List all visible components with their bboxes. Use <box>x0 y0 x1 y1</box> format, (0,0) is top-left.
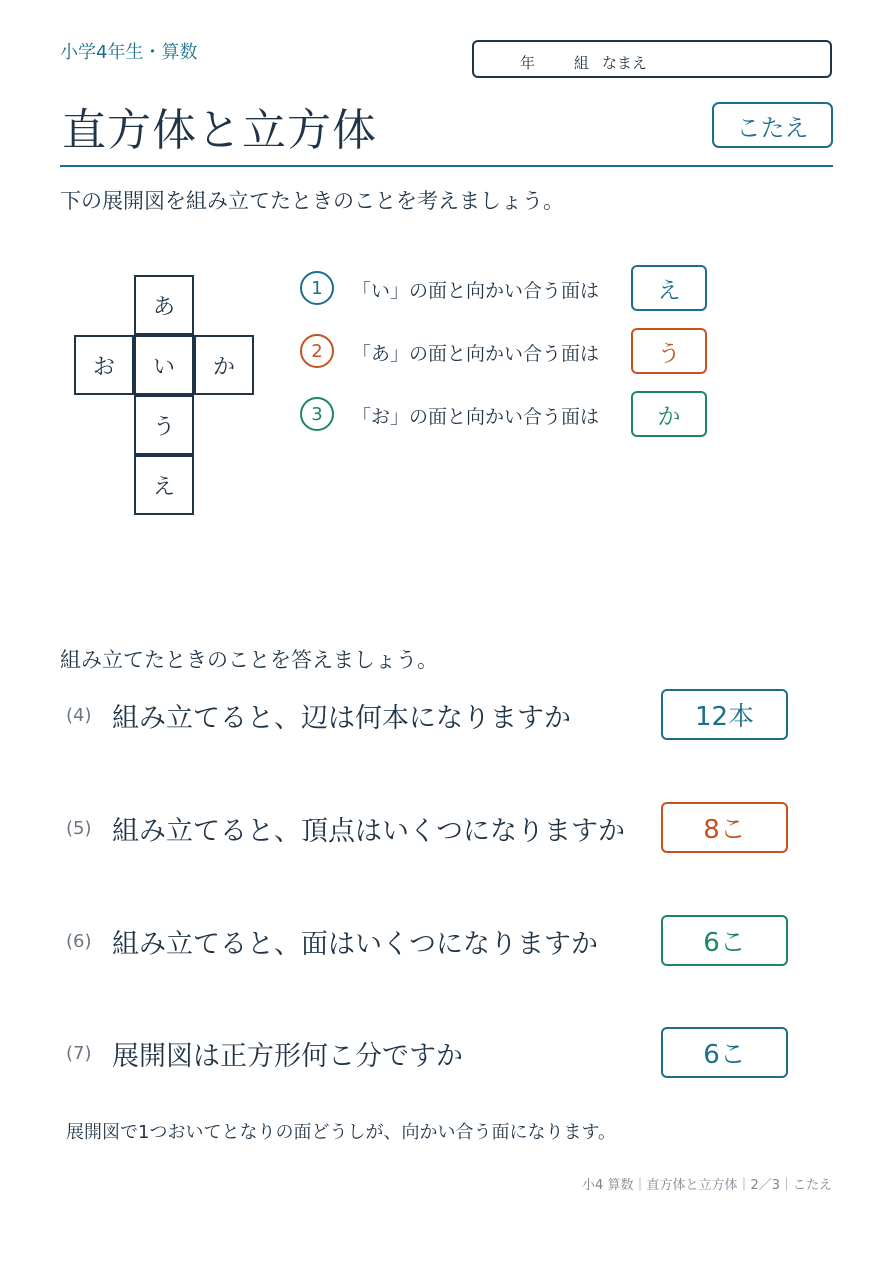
question-text: 「あ」の面と向かい合う面は <box>352 343 600 365</box>
problem-number: (6) <box>66 931 92 952</box>
answer-box: 6こ <box>661 915 788 966</box>
net-face-left: お <box>74 335 134 395</box>
question-number-badge: 3 <box>300 397 334 431</box>
answer-box: 6こ <box>661 1027 788 1078</box>
question-text: 「お」の面と向かい合う面は <box>352 406 600 428</box>
grade-subject-label: 小学4年生・算数 <box>60 42 198 63</box>
answer-key-badge: こたえ <box>712 102 833 148</box>
problem-number: (5) <box>66 818 92 839</box>
section2-instruction: 組み立てたときのことを答えましょう。 <box>60 648 438 672</box>
question-text: 「い」の面と向かい合う面は <box>352 280 600 302</box>
section1-instruction: 下の展開図を組み立てたときのことを考えましょう。 <box>60 189 564 213</box>
net-face-right: か <box>194 335 254 395</box>
net-face-center: い <box>134 335 194 395</box>
name-class-label: 組 <box>574 54 590 72</box>
name-label: なまえ <box>602 54 648 72</box>
question-number-badge: 2 <box>300 334 334 368</box>
problem-text: 組み立てると、辺は何本になりますか <box>112 703 571 734</box>
page-title: 直方体と立方体 <box>62 105 377 156</box>
answer-box: 8こ <box>661 802 788 853</box>
answer-box: か <box>631 391 707 437</box>
problem-text: 組み立てると、頂点はいくつになりますか <box>112 816 625 847</box>
answer-box: う <box>631 328 707 374</box>
title-divider <box>60 165 833 167</box>
net-face-top: あ <box>134 275 194 335</box>
page-footer: 小4 算数｜直方体と立方体｜2／3｜こたえ <box>582 1178 832 1193</box>
net-face-bottom: え <box>134 455 194 515</box>
problem-number: (4) <box>66 705 92 726</box>
problem-number: (7) <box>66 1043 92 1064</box>
hint-note: 展開図で1つおいてとなりの面どうしが、向かい合う面になります。 <box>66 1122 617 1143</box>
answer-box: 12本 <box>661 689 788 740</box>
net-face-below: う <box>134 395 194 455</box>
question-number-badge: 1 <box>300 271 334 305</box>
problem-text: 展開図は正方形何こ分ですか <box>112 1041 463 1072</box>
answer-box: え <box>631 265 707 311</box>
name-year-label: 年 <box>520 54 536 72</box>
name-field[interactable] <box>472 40 832 78</box>
problem-text: 組み立てると、面はいくつになりますか <box>112 929 598 960</box>
